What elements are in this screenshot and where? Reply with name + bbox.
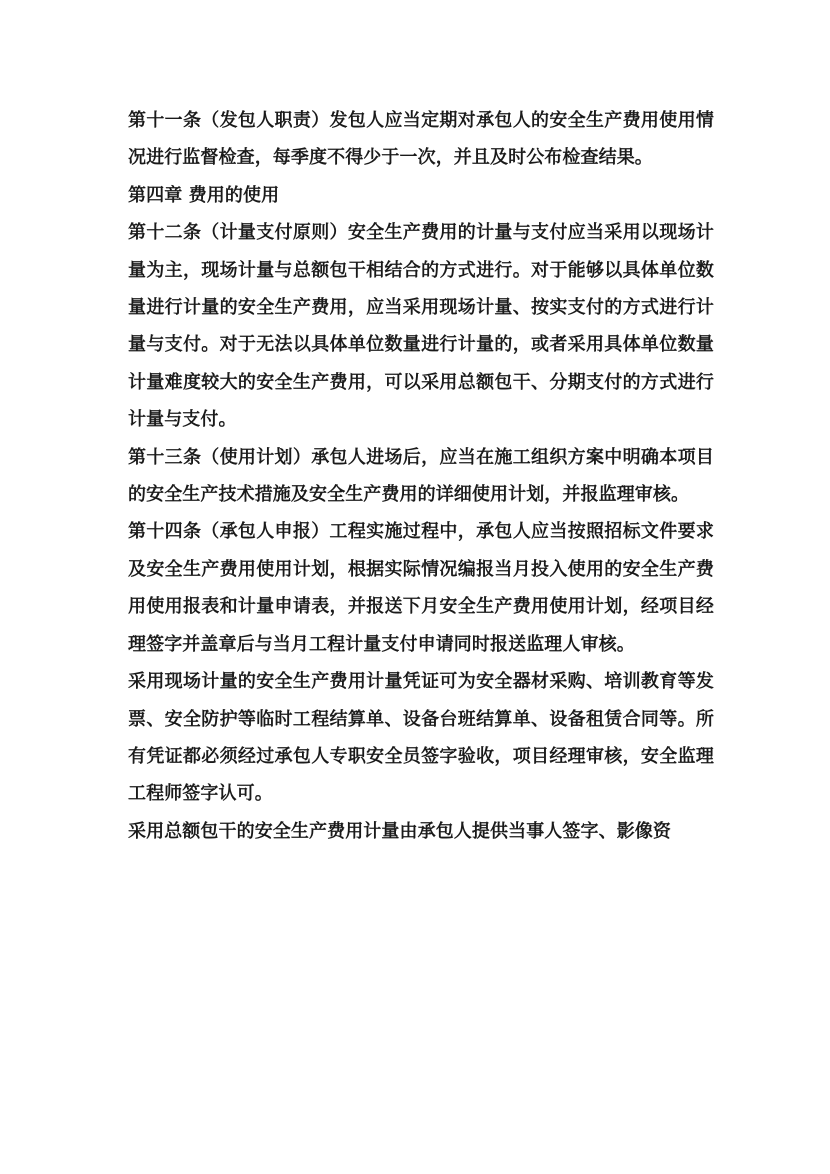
article-11-paragraph: 第十一条（发包人职责）发包人应当定期对承包人的安全生产费用使用情况进行监督检查，每季度不得少于一次，并且及时公布检查结果。 [128,110,714,169]
article-13-paragraph: 第十三条（使用计划）承包人进场后，应当在施工组织方案中明确本项目的安全生产技术措施及安全生产费用的详细使用计划，并报监理审核。 [128,446,714,506]
chapter-4-heading: 第四章 费用的使用 [128,184,280,206]
site-measurement-paragraph: 采用现场计量的安全生产费用计量凭证可为安全器材采购、培训教育等发票、安全防护等临时工程结算单、设备台班结算单、设备租赁合同等。所有凭证都必须经过承包人专职安全员签字验收，项目经理审核，安全监理工程师签字认可。 [128,671,714,805]
lump-sum-paragraph: 采用总额包干的安全生产费用计量由承包人提供当事人签字、影像资 [128,820,671,842]
document-body [128,102,714,850]
article-14-paragraph: 第十四条（承包人申报）工程实施过程中，承包人应当按照招标文件要求及安全生产费用使用计划，根据实际情况编报当月投入使用的安全生产费用使用报表和计量申请表，并报送下月安全生产费用使用计划，经项目经理签字并盖章后与当月工程计量支付申请同时报送监理人审核。 [128,521,714,655]
article-12-paragraph: 第十二条（计量支付原则）安全生产费用的计量与支付应当采用以现场计量为主，现场计量与总额包干相结合的方式进行。对于能够以具体单位数量进行计量的安全生产费用，应当采用现场计量、按实支付的方式进行计量与支付。对于无法以具体单位数量进行计量的，或者采用具体单位数量计量难度较大的安全生产费用，可以采用总额包干、分期支付的方式进行计量与支付。 [128,222,714,431]
